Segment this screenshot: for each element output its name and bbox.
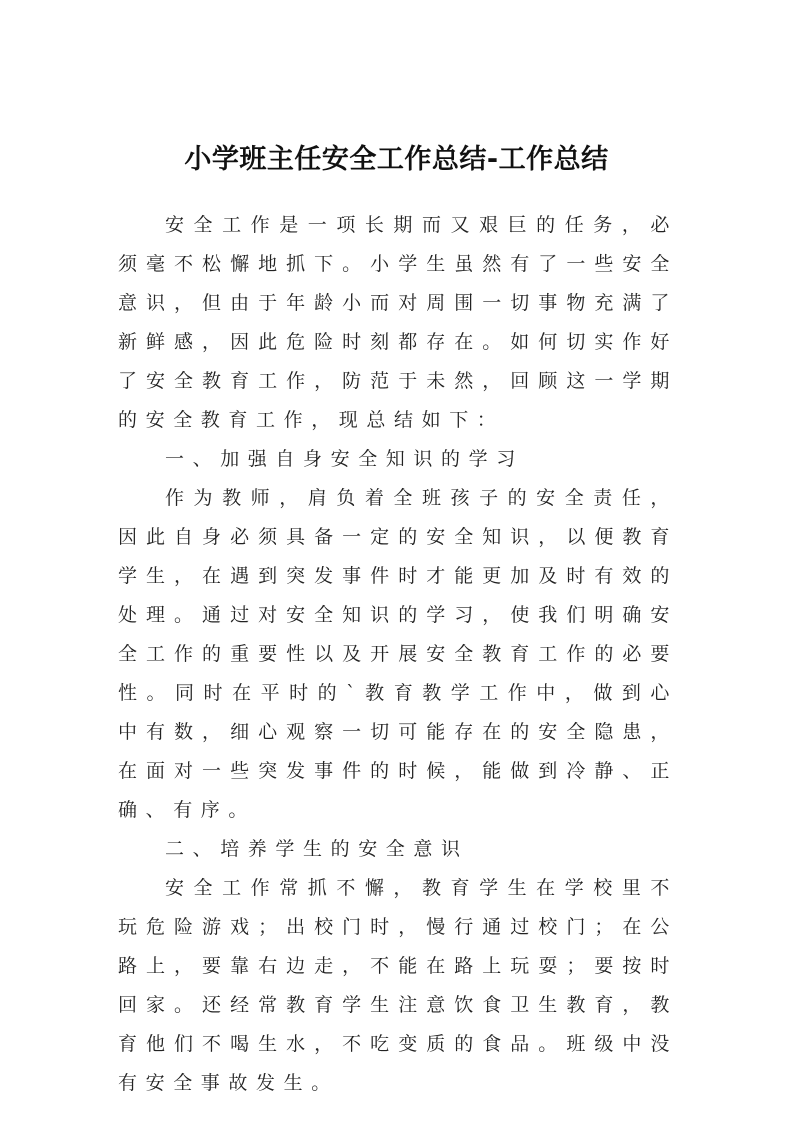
intro-paragraph: 安全工作是一项长期而又艰巨的任务，必须毫不松懈地抓下。小学生虽然有了一些安全意识，但由于年龄小而对周围一切事物充满了新鲜感，因此危险时刻都存在。如何切实作好了安全教育工作，防范于未然，回顾这一学期的安全教育工作，现总结如下： [118,214,678,431]
section-2-paragraph: 安全工作常抓不懈，教育学生在学校里不玩危险游戏；出校门时，慢行通过校门；在公路上，要靠右边走，不能在路上玩耍；要按时回家。还经常教育学生注意饮食卫生教育，教育他们不喝生水，不吃变质的食品。班级中没有安全事故发生。 [118,877,678,1094]
section-1-paragraph: 作为教师，肩负着全班孩子的安全责任，因此自身必须具备一定的安全知识，以便教育学生，在遇到突发事件时才能更加及时有效的处理。通过对安全知识的学习，使我们明确安全工作的重要性以及开展安全教育工作的必要性。同时在平时的`教育教学工作中，做到心中有数，细心观察一切可能存在的安全隐患，在面对一些突发事件的时候，能做到冷静、正确、有序。 [118,487,678,821]
document-body [118,206,678,1103]
document-title: 小学班主任安全工作总结-工作总结 [184,144,609,175]
section-heading-2: 二、培养学生的安全意识 [165,838,469,860]
section-heading-1: 一、加强自身安全知识的学习 [165,448,524,470]
